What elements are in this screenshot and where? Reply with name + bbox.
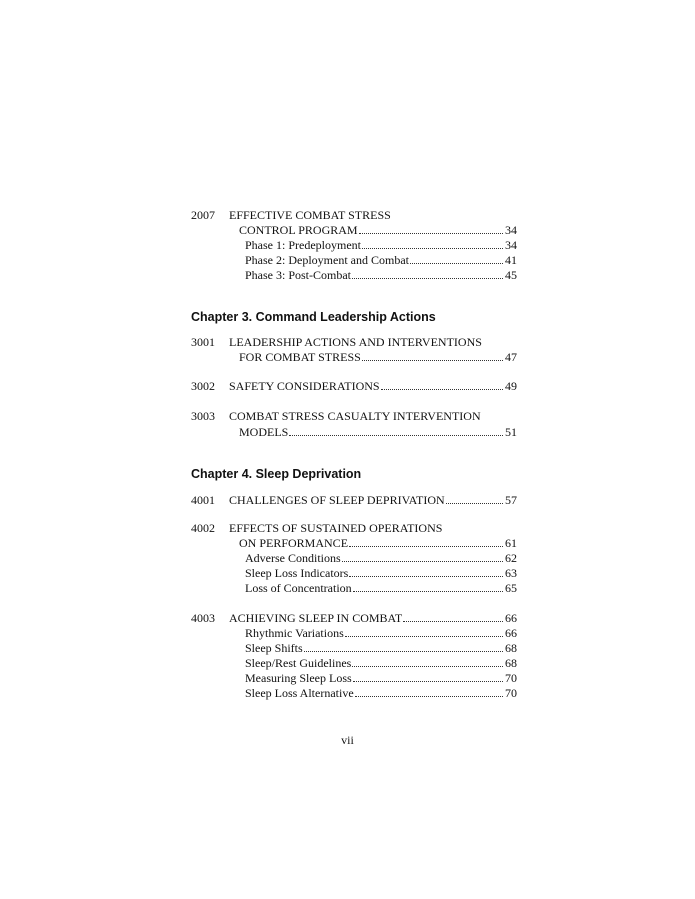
entry-page: 68 [505,641,517,655]
toc-entry[interactable] [239,425,517,439]
section-title: EFFECTS OF SUSTAINED OPERATIONS [229,521,443,535]
toc-entry[interactable] [239,536,517,550]
toc-subentry[interactable] [245,686,517,700]
leader-dots [362,248,503,249]
entry-page: 41 [505,253,517,267]
entry-title: SAFETY CONSIDERATIONS [229,379,380,393]
section-title: COMBAT STRESS CASUALTY INTERVENTION [229,409,481,423]
section-number: 3003 [191,409,215,423]
toc-subentry[interactable] [245,581,517,595]
leader-dots [352,666,503,667]
toc-subentry[interactable] [245,626,517,640]
entry-page: 66 [505,626,517,640]
section-number: 4003 [191,611,215,625]
toc-subentry[interactable] [245,253,517,267]
entry-title: Phase 1: Predeployment [245,238,361,252]
toc-subentry[interactable] [245,268,517,282]
toc-subentry[interactable] [245,238,517,252]
toc-entry[interactable] [239,350,517,364]
leader-dots [352,278,503,279]
toc-entry[interactable] [229,611,517,625]
chapter-heading: Chapter 3. Command Leadership Actions [191,310,436,324]
entry-page: 57 [505,493,517,507]
entry-title: ACHIEVING SLEEP IN COMBAT [229,611,403,625]
entry-page: 65 [505,581,517,595]
entry-title: ON PERFORMANCE [239,536,349,550]
entry-title: Sleep Loss Indicators [245,566,349,580]
entry-page: 70 [505,671,517,685]
leader-dots [349,576,503,577]
entry-page: 63 [505,566,517,580]
entry-title: Adverse Conditions [245,551,341,565]
leader-dots [446,503,503,504]
leader-dots [403,621,503,622]
entry-title: MODELS [239,425,289,439]
section-number: 3001 [191,335,215,349]
entry-title: CONTROL PROGRAM [239,223,358,237]
toc-subentry[interactable] [245,566,517,580]
entry-title: CHALLENGES OF SLEEP DEPRIVATION [229,493,445,507]
entry-page: 62 [505,551,517,565]
leader-dots [349,546,503,547]
toc-subentry[interactable] [245,551,517,565]
entry-page: 34 [505,223,517,237]
leader-dots [410,263,503,264]
leader-dots [345,636,503,637]
entry-title: Sleep Loss Alternative [245,686,354,700]
leader-dots [289,435,503,436]
section-title: EFFECTIVE COMBAT STRESS [229,208,391,222]
toc-subentry[interactable] [245,671,517,685]
toc-subentry[interactable] [245,641,517,655]
entry-title: Phase 2: Deployment and Combat [245,253,409,267]
entry-title: Rhythmic Variations [245,626,344,640]
entry-title: Loss of Concentration [245,581,352,595]
section-number: 4001 [191,493,215,507]
entry-title: FOR COMBAT STRESS [239,350,361,364]
leader-dots [362,360,503,361]
entry-page: 61 [505,536,517,550]
entry-page: 68 [505,656,517,670]
toc-entry[interactable] [229,379,517,393]
entry-page: 45 [505,268,517,282]
section-number: 4002 [191,521,215,535]
entry-title: Measuring Sleep Loss [245,671,352,685]
section-title: LEADERSHIP ACTIONS AND INTERVENTIONS [229,335,482,349]
entry-page: 66 [505,611,517,625]
section-number: 2007 [191,208,215,222]
leader-dots [353,681,503,682]
entry-page: 34 [505,238,517,252]
entry-title: Sleep Shifts [245,641,303,655]
section-number: 3002 [191,379,215,393]
leader-dots [342,561,503,562]
leader-dots [355,696,503,697]
entry-page: 51 [505,425,517,439]
toc-subentry[interactable] [245,656,517,670]
leader-dots [353,591,503,592]
toc-entry[interactable] [229,493,517,507]
entry-title: Sleep/Rest Guidelines [245,656,352,670]
entry-page: 70 [505,686,517,700]
entry-page: 47 [505,350,517,364]
leader-dots [381,389,503,390]
leader-dots [359,233,503,234]
entry-title: Phase 3: Post-Combat [245,268,352,282]
chapter-heading: Chapter 4. Sleep Deprivation [191,467,362,481]
toc-entry[interactable] [239,223,517,237]
entry-page: 49 [505,379,517,393]
page-number: vii [341,733,354,747]
leader-dots [304,651,503,652]
